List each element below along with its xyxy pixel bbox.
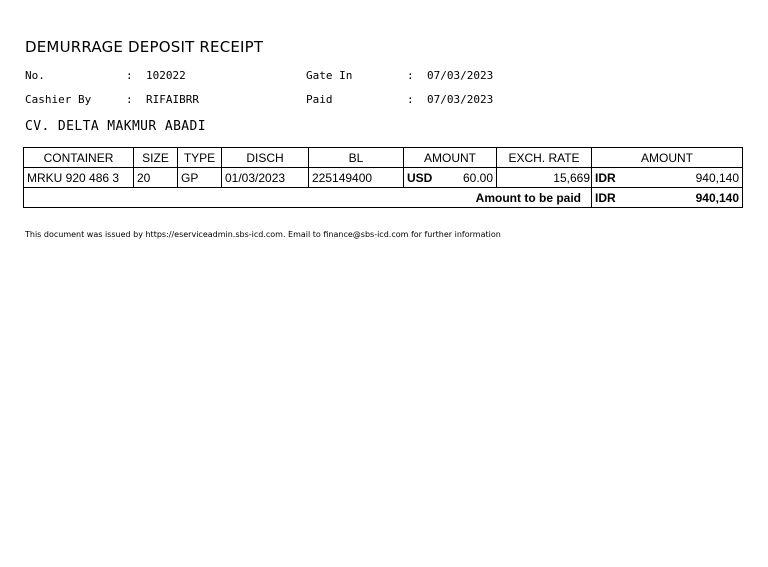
cashier-separator: : [126,93,133,106]
gate-in-label: Gate In [306,69,353,82]
receipt-table [23,147,743,208]
amount-idr-value: 940,140 [695,170,739,185]
cell-exch-rate: 15,669 [497,168,592,188]
currency-usd: USD [407,170,433,185]
footer-note: This document was issued by https://eserviceadmin.sbs-icd.com. Email to finance@sbs-icd.com for further information [25,230,501,239]
receipt-no-separator: : [126,69,133,82]
cell-amount-usd [404,168,497,188]
header-container: CONTAINER [24,148,134,168]
paid-separator: : [407,93,414,106]
currency-idr: IDR [595,170,616,185]
table-row [24,168,743,188]
gate-in-separator: : [407,69,414,82]
cell-container: MRKU 920 486 3 [24,168,134,188]
table-header-row [24,148,743,168]
receipt-title: DEMURRAGE DEPOSIT RECEIPT [25,38,264,56]
paid-label: Paid [306,93,333,106]
total-currency: IDR [595,190,616,205]
cell-type: GP [178,168,222,188]
cell-amount-idr [592,168,743,188]
header-amount-idr: AMOUNT [592,148,743,168]
cashier-label: Cashier By [25,93,92,106]
gate-in-value: 07/03/2023 [427,69,494,82]
cell-size: 20 [134,168,178,188]
amount-usd-value: 60.00 [462,170,493,185]
cashier-value: RIFAIBRR [146,93,199,106]
total-row [24,188,743,208]
total-amount-cell [592,188,743,208]
total-value: 940,140 [695,190,739,205]
company-name: CV. DELTA MAKMUR ABADI [25,119,206,134]
header-size: SIZE [134,148,178,168]
header-type: TYPE [178,148,222,168]
header-bl: BL [309,148,404,168]
header-amount-usd: AMOUNT [404,148,497,168]
cell-disch: 01/03/2023 [222,168,309,188]
paid-value: 07/03/2023 [427,93,494,106]
cell-bl: 225149400 [309,168,404,188]
total-label: Amount to be paid [24,188,592,208]
header-disch: DISCH [222,148,309,168]
header-exch-rate: EXCH. RATE [497,148,592,168]
receipt-no-value: 102022 [146,69,186,82]
receipt-no-label: No. [25,69,45,82]
